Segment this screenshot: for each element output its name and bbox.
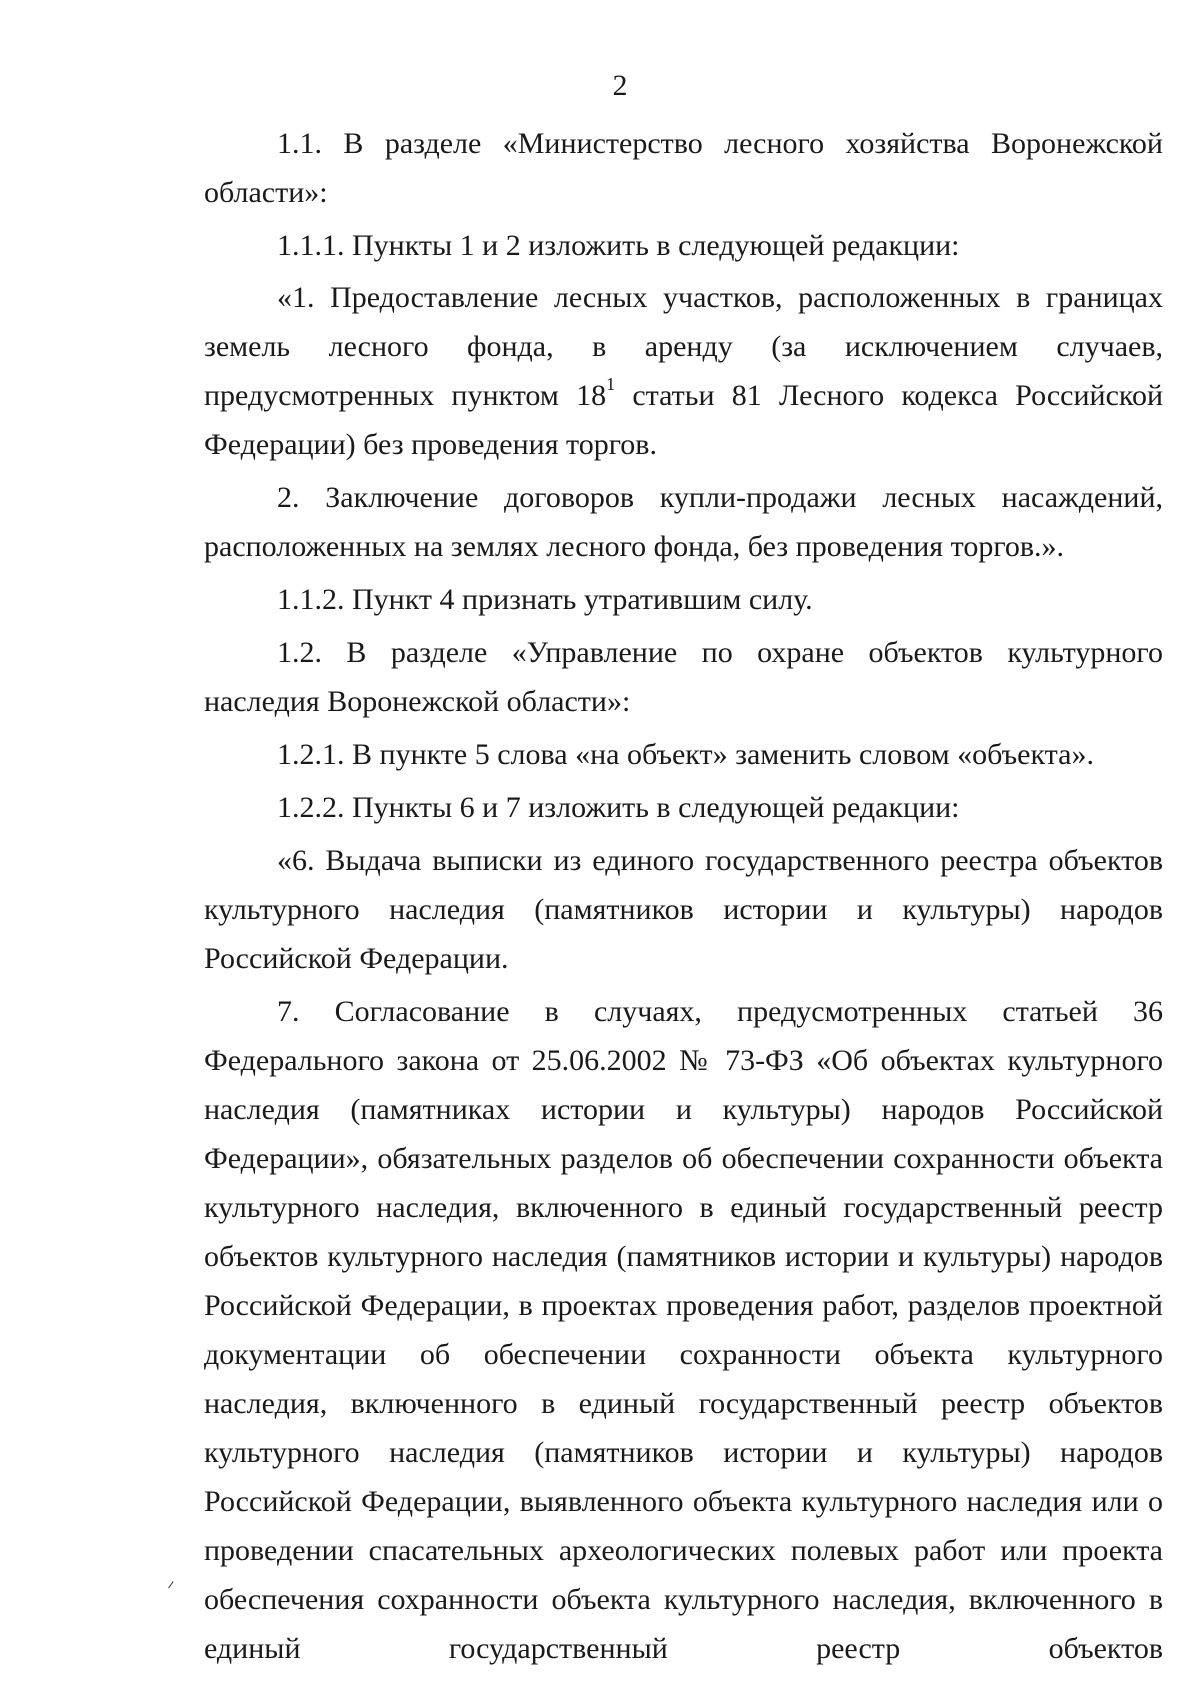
paragraph-1-2-2: 1.2.2. Пункты 6 и 7 изложить в следующей редакции: [277, 791, 960, 824]
footnote-superscript: 1 [606, 374, 616, 394]
paragraph-item-2: 2. Заключение договоров купли-продажи лесных насаждений, расположенных на землях лесного фонда, без проведения торгов.». [204, 481, 1163, 563]
paragraph-item-1-tail: статьи 81 Лесного кодекса Российской Федерации) без проведения торгов. [204, 379, 1164, 461]
paragraph-item-7: 7. Согласование в случаях, предусмотренных статьей 36 Федерального закона от 25.06.2002 № 73-ФЗ «Об объектах культурного наследия (памятниках истории и культуры) народов Российской Федерации», обязательных разделов об обеспечении сохранности объекта культурного наследия, включенного в единый государственный реестр объектов культурного наследия (памятников истории и культуры) народов Российской Федерации, в проектах проведения работ, разделов проектной документации об обеспечении сохранности объекта культурного наследия, включенного в единый государственный реестр объектов культурного наследия (памятников истории и культуры) народов Российской Федерации, выявленного объекта культурного наследия или о проведении спасательных археологических полевых работ или проекта обеспечения сохранности объекта культурного наследия, включенного в единый государственный реестр объектов [204, 995, 1163, 1665]
stray-pen-mark [168, 1581, 177, 1590]
paragraph-1-2-1: 1.2.1. В пункте 5 слова «на объект» заменить словом «объекта». [277, 738, 1094, 771]
paragraph-1-1: 1.1. В разделе «Министерство лесного хозяйства Воронежской области»: [204, 127, 1163, 209]
paragraph-1-2: 1.2. В разделе «Управление по охране объектов культурного наследия Воронежской области»: [204, 636, 1163, 718]
paragraph-item-1-text: «1. Предоставление лесных участков, расположенных в границах земель лесного фонда, в аренду (за исключением случаев, предусмотренных пунктом 18 [204, 281, 1163, 412]
paragraph-item-6: «6. Выдача выписки из единого государственного реестра объектов культурного наследия (памятников истории и культуры) народов Российской Федерации. [204, 844, 1163, 975]
document-body [204, 119, 1163, 1673]
paragraph-1-1-1: 1.1.1. Пункты 1 и 2 изложить в следующей редакции: [277, 229, 960, 262]
paragraph-item-1 [204, 273, 1163, 469]
paragraph-1-1-2: 1.1.2. Пункт 4 признать утратившим силу. [277, 583, 813, 616]
page-number: 2 [612, 69, 628, 102]
